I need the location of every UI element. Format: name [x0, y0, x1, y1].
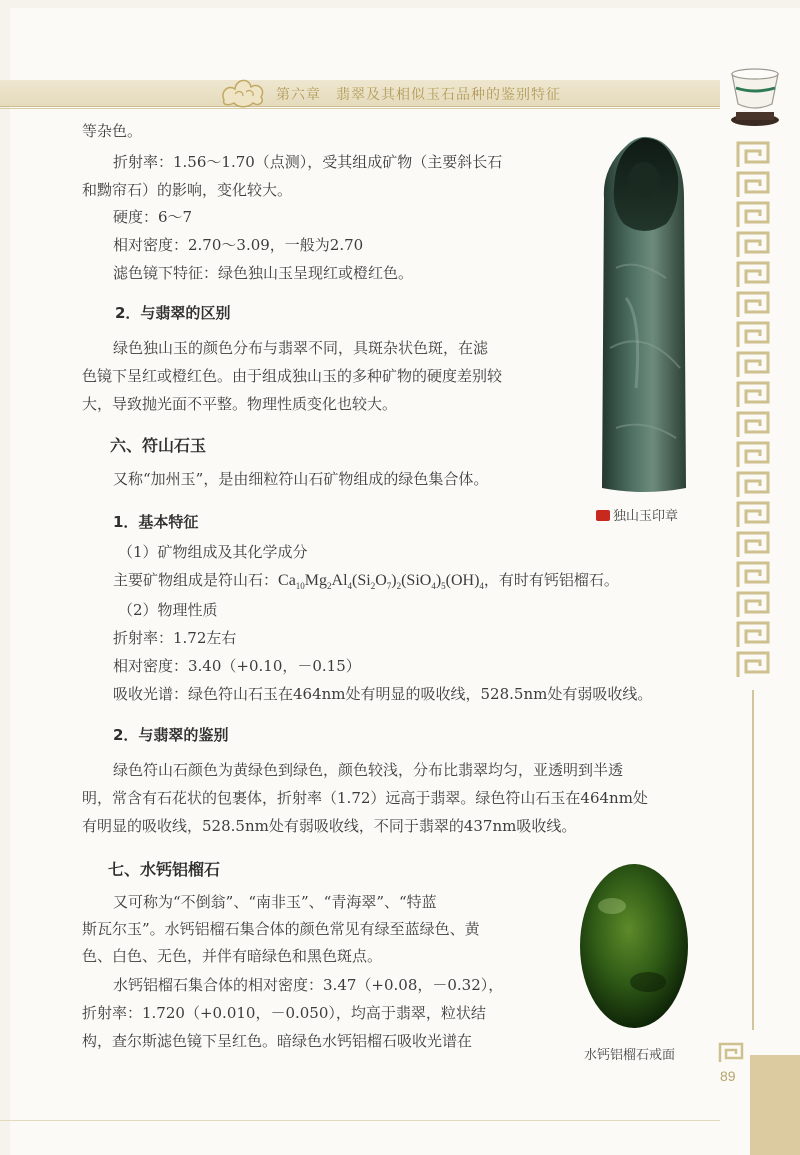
section-heading: 2．与翡翠的区别: [115, 304, 231, 322]
density-line: 水钙铝榴石集合体的相对密度：3.47（+0.08，－0.32），: [113, 976, 504, 994]
density-line: 相对密度：3.40（+0.10，－0.15）: [113, 657, 361, 675]
refractive-index-line: 折射率：1.720（+0.010，－0.050），均高于翡翠，粒状结: [82, 1004, 486, 1022]
greek-key-corner: [718, 1042, 744, 1064]
text-line: 色镜下呈红或橙红色。由于组成独山玉的多种矿物的硬度差别较: [82, 367, 503, 385]
text-line: 绿色独山玉的颜色分布与翡翠不同，具斑杂状色斑，在滤: [113, 339, 489, 357]
corner-block: [750, 1055, 800, 1155]
mineral-formula-line: 主要矿物组成是符山石：$Ca_{10}Mg_2Al_4(Si_2O_7)_2(SiO_4)_5(OH)_4$，有时有钙铝榴石。: [113, 571, 619, 592]
camera-icon: [596, 510, 610, 521]
refractive-index-line: 折射率：1.72左右: [113, 629, 237, 647]
text-line: 构，查尔斯滤色镜下呈红色。暗绿色水钙铝榴石吸收光谱在: [82, 1032, 473, 1050]
text-line: 斯瓦尔玉”。水钙铝榴石集合体的颜色常见有绿至蓝绿色、黄: [82, 920, 480, 938]
section-heading: 1．基本特征: [113, 513, 199, 531]
seal-caption: 独山玉印章: [596, 505, 678, 524]
text-line: （1）矿物组成及其化学成分: [118, 543, 308, 561]
section-heading: 2．与翡翠的鉴别: [113, 726, 229, 744]
cloud-ornament-icon: [218, 70, 268, 110]
chapter-title: 第六章 翡翠及其相似玉石品种的鉴别特征: [276, 87, 561, 103]
text-line: 大，导致抛光面不平整。物理性质变化也较大。: [82, 395, 398, 413]
chemical-formula: $Ca_{10}Mg_2Al_4(Si_2O_7)_2(SiO_4)_5(OH)_4$: [278, 572, 484, 592]
text-line: 色、白色、无色，并伴有暗绿色和黑色斑点。: [82, 947, 383, 965]
teacup-icon: [720, 60, 790, 130]
section-heading: 七、水钙铝榴石: [108, 860, 221, 879]
text-line: 有明显的吸收线，528.5nm处有弱吸收线，不同于翡翠的437nm吸收线。: [82, 817, 577, 835]
page-number: 89: [720, 1068, 736, 1084]
cabochon-caption: 水钙铝榴石戒面: [584, 1048, 676, 1063]
text-line: 明，常含有石花状的包裹体，折射率（1.72）远高于翡翠。绿色符山石玉在464nm处: [82, 789, 648, 807]
text-line: 和黝帘石）的影响，变化较大。: [82, 181, 293, 199]
filter-line: 滤色镜下特征：绿色独山玉呈现红或橙红色。: [113, 264, 414, 282]
greek-key-border: [735, 140, 771, 680]
hardness-line: 硬度：6～7: [113, 208, 193, 226]
section-heading: 六、符山石玉: [110, 436, 207, 455]
refractive-index-line: 折射率：1.56～1.70（点测），受其组成矿物（主要斜长石: [113, 153, 503, 171]
footer-divider: [0, 1120, 720, 1121]
text-line: （2）物理性质: [118, 601, 218, 619]
text-line: 又可称为“不倒翁”、“南非玉”、“青海翠”、“特蓝: [113, 893, 437, 911]
text-line: 等杂色。: [82, 122, 143, 140]
border-line: [752, 690, 754, 1030]
density-line: 相对密度：2.70～3.09，一般为2.70: [113, 236, 364, 254]
text-line: 绿色符山石颜色为黄绿色到绿色，颜色较浅，分布比翡翠均匀，亚透明到半透: [113, 761, 624, 779]
intro-line: 又称“加州玉”，是由细粒符山石矿物组成的绿色集合体。: [113, 470, 489, 488]
spectrum-line: 吸收光谱：绿色符山石玉在464nm处有明显的吸收线，528.5nm处有弱吸收线。: [113, 685, 653, 703]
header-divider: [0, 108, 720, 109]
cabochon-image: [578, 862, 690, 1030]
jade-seal-image: [596, 128, 692, 498]
